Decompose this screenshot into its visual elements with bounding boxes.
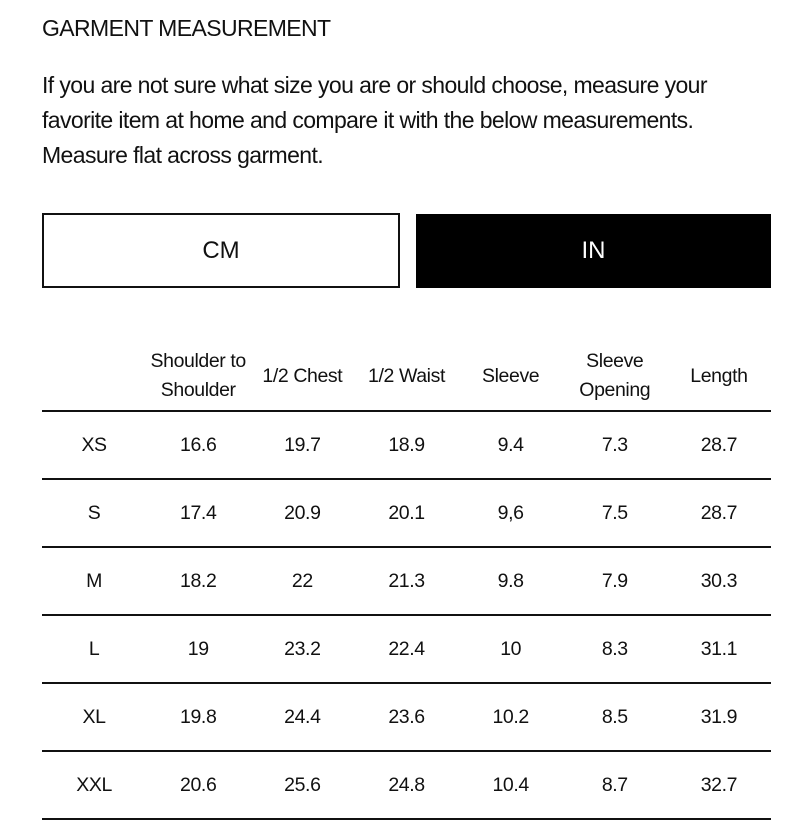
table-cell: 31.1 — [667, 615, 771, 683]
page-title: GARMENT MEASUREMENT — [42, 15, 331, 41]
description-line: favorite item at home and compare it with the below measurements. — [42, 107, 694, 133]
size-guide-description — [42, 68, 782, 173]
table-cell: 24.8 — [354, 751, 458, 819]
table-cell: 9.8 — [459, 547, 563, 615]
table-cell: 18.9 — [354, 411, 458, 479]
table-cell: 10 — [459, 615, 563, 683]
table-cell: 28.7 — [667, 479, 771, 547]
measurement-table — [42, 342, 771, 820]
description-line: If you are not sure what size you are or should choose, measure your — [42, 72, 707, 98]
table-row — [42, 411, 771, 479]
table-cell: 23.2 — [250, 615, 354, 683]
table-cell: 23.6 — [354, 683, 458, 751]
unit-in-button[interactable]: IN — [416, 214, 771, 288]
size-cell: M — [42, 547, 146, 615]
table-cell: 32.7 — [667, 751, 771, 819]
table-cell: 28.7 — [667, 411, 771, 479]
column-header-shoulder: Shoulder to Shoulder — [146, 342, 250, 411]
table-cell: 21.3 — [354, 547, 458, 615]
table-cell: 31.9 — [667, 683, 771, 751]
table-cell: 24.4 — [250, 683, 354, 751]
unit-cm-button[interactable]: CM — [42, 213, 400, 288]
size-cell: S — [42, 479, 146, 547]
column-header-chest: 1/2 Chest — [250, 342, 354, 411]
table-cell: 7.3 — [563, 411, 667, 479]
table-cell: 20.1 — [354, 479, 458, 547]
table-cell: 8.5 — [563, 683, 667, 751]
table-cell: 9,6 — [459, 479, 563, 547]
description-line: Measure flat across garment. — [42, 142, 324, 168]
size-cell: L — [42, 615, 146, 683]
column-header-sleeve-opening: Sleeve Opening — [563, 342, 667, 411]
column-header-waist: 1/2 Waist — [354, 342, 458, 411]
table-cell: 30.3 — [667, 547, 771, 615]
column-header-size — [42, 342, 146, 411]
table-cell: 10.4 — [459, 751, 563, 819]
table-row — [42, 547, 771, 615]
table-row — [42, 479, 771, 547]
table-cell: 19.7 — [250, 411, 354, 479]
table-cell: 20.9 — [250, 479, 354, 547]
table-cell: 7.9 — [563, 547, 667, 615]
table-cell: 8.7 — [563, 751, 667, 819]
table-cell: 20.6 — [146, 751, 250, 819]
table-row — [42, 751, 771, 819]
table-row — [42, 683, 771, 751]
column-header-sleeve: Sleeve — [459, 342, 563, 411]
table-cell: 19 — [146, 615, 250, 683]
table-header-row — [42, 342, 771, 411]
column-header-length: Length — [667, 342, 771, 411]
table-cell: 16.6 — [146, 411, 250, 479]
table-cell: 25.6 — [250, 751, 354, 819]
table-cell: 19.8 — [146, 683, 250, 751]
table-cell: 17.4 — [146, 479, 250, 547]
table-row — [42, 615, 771, 683]
size-cell: XXL — [42, 751, 146, 819]
table-cell: 8.3 — [563, 615, 667, 683]
table-cell: 22 — [250, 547, 354, 615]
table-cell: 18.2 — [146, 547, 250, 615]
table-cell: 10.2 — [459, 683, 563, 751]
table-cell: 22.4 — [354, 615, 458, 683]
table-cell: 7.5 — [563, 479, 667, 547]
size-cell: XS — [42, 411, 146, 479]
table-cell: 9.4 — [459, 411, 563, 479]
size-cell: XL — [42, 683, 146, 751]
